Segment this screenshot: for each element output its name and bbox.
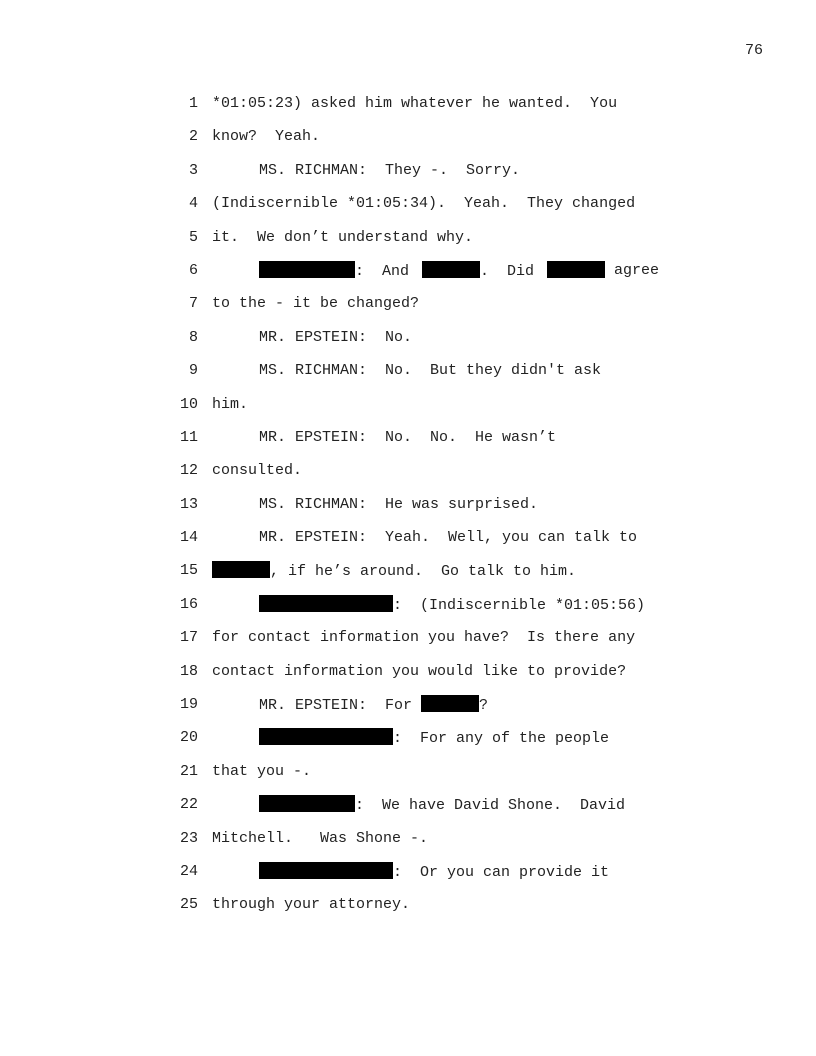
redaction-block [259, 595, 393, 612]
line-number: 8 [188, 328, 198, 346]
line-number: 10 [179, 395, 198, 413]
transcript-line [0, 94, 816, 127]
line-number: 3 [188, 161, 198, 179]
transcript-line [0, 328, 816, 361]
redaction-block [212, 561, 270, 578]
redaction-block [259, 862, 393, 879]
line-number: 25 [179, 896, 198, 914]
line-text-segment: : We have David Shone. David [355, 797, 626, 815]
line-text: MR. EPSTEIN: No. [259, 328, 413, 346]
line-number: 9 [188, 362, 198, 380]
line-number: 12 [179, 462, 198, 480]
line-text: MS. RICHMAN: They -. Sorry. [259, 161, 521, 179]
line-number: 5 [188, 228, 198, 246]
transcript-line [0, 161, 816, 194]
transcript-line [0, 127, 816, 160]
line-text: that you -. [212, 762, 312, 780]
line-text [259, 261, 409, 282]
line-number: 11 [179, 428, 198, 446]
transcript-line [0, 294, 816, 327]
line-number: 23 [179, 829, 198, 847]
line-text-segment: agree [614, 261, 660, 279]
line-number: 18 [179, 662, 198, 680]
transcript-line [0, 628, 816, 661]
line-text-segment: : Or you can provide it [393, 863, 610, 881]
line-text: contact information you would like to provide? [212, 662, 627, 680]
line-number: 6 [188, 261, 198, 279]
transcript-line [0, 595, 816, 628]
line-number: 15 [179, 562, 198, 580]
line-text [259, 595, 645, 616]
transcript-line [0, 795, 816, 828]
transcript-line [0, 261, 816, 294]
transcript [0, 94, 816, 929]
line-number: 20 [179, 729, 198, 747]
line-text: Mitchell. Was Shone -. [212, 829, 429, 847]
line-text [212, 561, 576, 582]
line-text-segment: : For any of the people [393, 730, 610, 748]
transcript-line [0, 361, 816, 394]
line-text: for contact information you have? Is there any [212, 629, 636, 647]
transcript-line [0, 395, 816, 428]
line-number: 24 [179, 862, 198, 880]
line-number: 19 [179, 696, 198, 714]
line-number: 14 [179, 529, 198, 547]
transcript-line [0, 528, 816, 561]
line-text: know? Yeah. [212, 128, 321, 146]
line-text-segment: MR. EPSTEIN: For [259, 697, 413, 715]
page-number: 76 [744, 42, 763, 59]
line-number: 17 [179, 629, 198, 647]
line-text: (Indiscernible *01:05:34). Yeah. They changed [212, 195, 636, 213]
transcript-line [0, 461, 816, 494]
line-text: through your attorney. [212, 896, 411, 914]
line-text [259, 695, 488, 716]
transcript-line [0, 762, 816, 795]
line-text-segment: : And [355, 262, 410, 280]
line-number: 21 [179, 762, 198, 780]
line-number: 4 [188, 195, 198, 213]
line-text [259, 795, 625, 816]
transcript-line [0, 495, 816, 528]
line-text: him. [212, 395, 249, 413]
line-text: to the - it be changed? [212, 295, 420, 313]
redaction-block [422, 261, 480, 278]
redaction-block [259, 728, 393, 745]
line-text [259, 862, 609, 883]
line-number: 13 [179, 495, 198, 513]
line-text: it. We don’t understand why. [212, 228, 474, 246]
transcript-line [0, 662, 816, 695]
redaction-block [259, 795, 355, 812]
line-text: MR. EPSTEIN: No. No. He wasn’t [259, 428, 557, 446]
redaction-block [259, 261, 355, 278]
transcript-line [0, 829, 816, 862]
transcript-line [0, 561, 816, 594]
transcript-line [0, 862, 816, 895]
transcript-line [0, 428, 816, 461]
line-text [259, 728, 609, 749]
transcript-line [0, 895, 816, 928]
line-text-segment: . Did [480, 262, 535, 280]
line-text-segment: ? [479, 697, 489, 715]
line-text: consulted. [212, 462, 303, 480]
redaction-block [547, 261, 605, 278]
line-number: 7 [188, 295, 198, 313]
line-number: 22 [179, 796, 198, 814]
line-number: 2 [188, 128, 198, 146]
transcript-line [0, 228, 816, 261]
transcript-line [0, 695, 816, 728]
line-number: 16 [179, 595, 198, 613]
line-text-segment: : (Indiscernible *01:05:56) [393, 596, 646, 614]
line-text: MR. EPSTEIN: Yeah. Well, you can talk to [259, 529, 638, 547]
line-text [422, 261, 534, 282]
line-number: 1 [188, 95, 198, 112]
line-text-segment: , if he’s around. Go talk to him. [270, 563, 577, 581]
line-text: MS. RICHMAN: No. But they didn't ask [259, 362, 602, 380]
line-text [547, 261, 605, 282]
line-text: *01:05:23) asked him whatever he wanted. You [212, 95, 618, 112]
transcript-line [0, 728, 816, 761]
line-text: MS. RICHMAN: He was surprised. [259, 495, 539, 513]
transcript-line [0, 194, 816, 227]
redaction-block [421, 695, 479, 712]
